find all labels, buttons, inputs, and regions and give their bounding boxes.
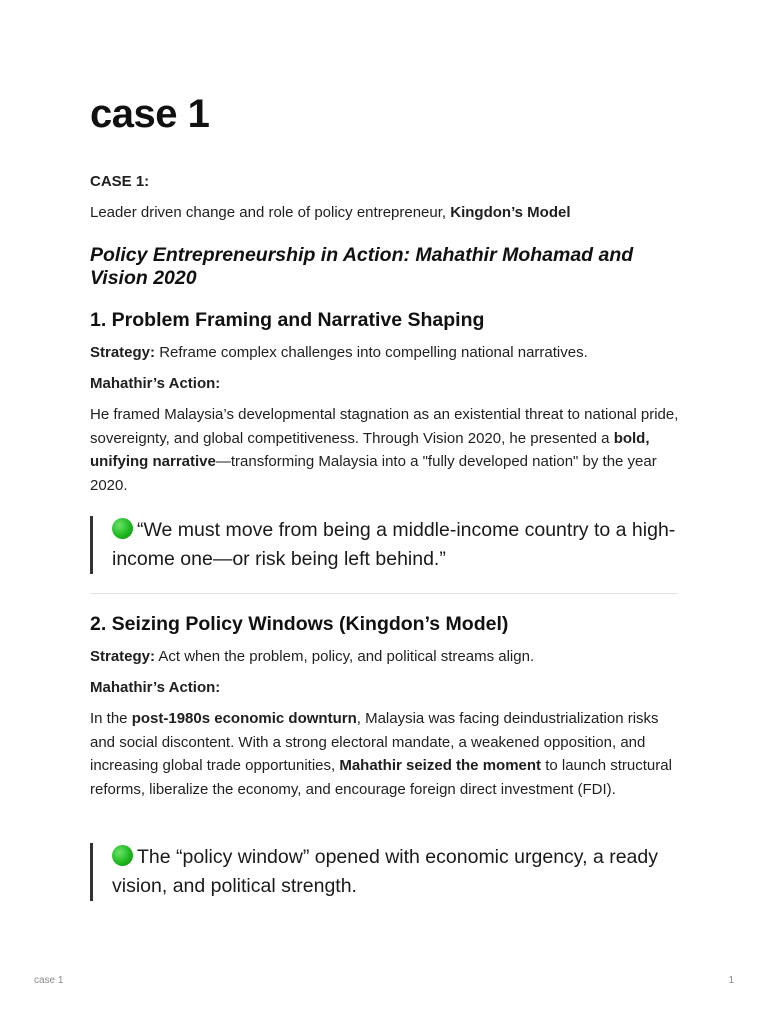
section2-body-3: to launch structural reforms, liberalize the economy, and encourage foreign direct investment (FDI). — [90, 757, 672, 798]
section2-strategy-label: Strategy: — [90, 648, 156, 665]
section1-strategy-text: Reframe complex challenges into compelling national narratives. — [155, 344, 588, 361]
section1-body-1: He framed Malaysia’s developmental stagnation as an existential threat to national pride, sovereignty, and global competitiveness. Through Vision 2020, he presented a — [90, 406, 679, 447]
section1-quote — [90, 516, 692, 574]
section2-body-2: , Malaysia was facing deindustrialization risks and social discontent. With a strong electoral mandate, a weakened opposition, and increasing global trade opportunities, — [90, 710, 659, 774]
section1-body-bold: bold, unifying narrative — [90, 429, 650, 470]
section2-strategy — [90, 645, 680, 669]
section2-body-bold-1: post-1980s economic downturn — [131, 710, 357, 727]
intro-text: Leader driven change and role of policy entrepreneur, — [90, 204, 451, 221]
section2-body — [90, 707, 680, 801]
green-circle-icon — [112, 518, 133, 539]
case-label: CASE 1: — [90, 173, 150, 190]
page-title: case 1 — [90, 92, 210, 136]
section-divider — [90, 593, 678, 594]
section1-heading: 1. Problem Framing and Narrative Shaping — [90, 309, 485, 331]
section2-body-bold-2: Mahathir seized the moment — [339, 757, 542, 774]
section1-strategy — [90, 341, 680, 365]
section2-action-label: Mahathir’s Action: — [90, 679, 221, 696]
section2-heading: 2. Seizing Policy Windows (Kingdon’s Model) — [90, 613, 509, 635]
footer-doc-name: case 1 — [34, 975, 64, 986]
section1-body-2: —transforming Malaysia into a "fully developed nation" by the year 2020. — [90, 453, 657, 494]
section2-quote-text: The “policy window” opened with economic urgency, a ready vision, and political strength. — [112, 846, 658, 897]
green-circle-icon — [112, 845, 133, 866]
subtitle: Policy Entrepreneurship in Action: Mahathir Mohamad and Vision 2020 — [90, 244, 634, 289]
section1-body — [90, 403, 680, 497]
section2-strategy-text: Act when the problem, policy, and political streams align. — [155, 648, 535, 665]
section1-action-label: Mahathir’s Action: — [90, 375, 221, 392]
section2-body-1: In the — [90, 710, 132, 727]
intro-bold: Kingdon’s Model — [450, 204, 571, 221]
section1-quote-text: “We must move from being a middle-income country to a high-income one—or risk being left behind.” — [112, 519, 676, 570]
intro-paragraph — [90, 201, 680, 225]
section2-quote — [90, 843, 692, 901]
section1-strategy-label: Strategy: — [90, 344, 156, 361]
footer-page-number: 1 — [728, 975, 734, 986]
